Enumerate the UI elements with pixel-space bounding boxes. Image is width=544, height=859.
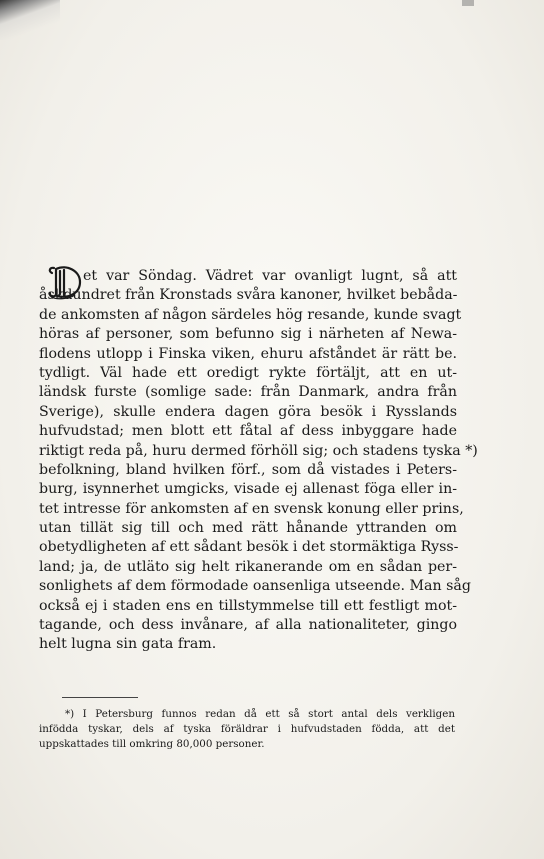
text-line: sonlighets af dem förmodade oansenliga utseende. Man såg — [39, 578, 471, 595]
text-line: obetydligheten af ett sådant besök i det stormäktiga Ryss- — [39, 539, 459, 556]
footnote — [39, 707, 455, 752]
text-line: också ej i staden ens en tillstymmelse till ett festligt mot- — [39, 597, 457, 614]
footnote-line: infödda tyskar, dels af tyska föräldrar i hufvudstaden födda, att det — [39, 723, 455, 735]
text-line: helt lugna sin gata fram. — [39, 636, 217, 653]
text-line: utan tillät sig till och med rätt hånande yttranden om — [39, 520, 457, 537]
text-line: åskdundret från Kronstads svåra kanoner, hvilket bebåda- — [39, 287, 458, 304]
text-line: de ankomsten af någon särdeles hög resande, kunde svagt — [39, 306, 462, 323]
text-line: riktigt reda på, huru dermed förhöll sig; och stadens tyska *) — [39, 442, 478, 459]
text-line: befolkning, bland hvilken förf., som då vistades i Peters- — [39, 461, 457, 478]
text-line: tydligt. Väl hade ett oredigt rykte förtäljt, att en ut- — [39, 364, 457, 381]
text-line: tagande, och dess invånare, af alla nationaliteter, gingo — [39, 617, 457, 634]
text-line: tet intresse för ankomsten af en svensk konung eller prins, — [39, 500, 464, 517]
text-line: flodens utlopp i Finska viken, ehuru afståndet är rätt be. — [39, 345, 457, 362]
footnote-line: *) I Petersburg funnos redan då ett så stort antal dels verkligen — [65, 708, 455, 720]
scan-shadow — [0, 0, 60, 40]
text-line: hufvudstad; men blott ett fåtal af dess inbyggare hade — [39, 423, 457, 440]
footnote-rule — [62, 697, 138, 698]
scan-mark — [462, 0, 474, 6]
body-text — [39, 267, 478, 655]
footnote-line: uppskattades till omkring 80,000 personer. — [39, 738, 265, 750]
text-line: ländsk furste (somlige sade: från Danmark, andra från — [39, 384, 457, 401]
text-line: land; ja, de utläto sig helt rikanerande om en sådan per- — [39, 558, 457, 575]
text-line: höras af personer, som befunno sig i närheten af Newa- — [39, 326, 457, 343]
text-line: burg, isynnerhet umgicks, visade ej allenast föga eller in- — [39, 481, 457, 498]
text-line: Sverige), skulle endera dagen göra besök i Rysslands — [39, 403, 457, 420]
text-line: et var Söndag. Vädret var ovanligt lugnt, så att — [83, 268, 457, 284]
